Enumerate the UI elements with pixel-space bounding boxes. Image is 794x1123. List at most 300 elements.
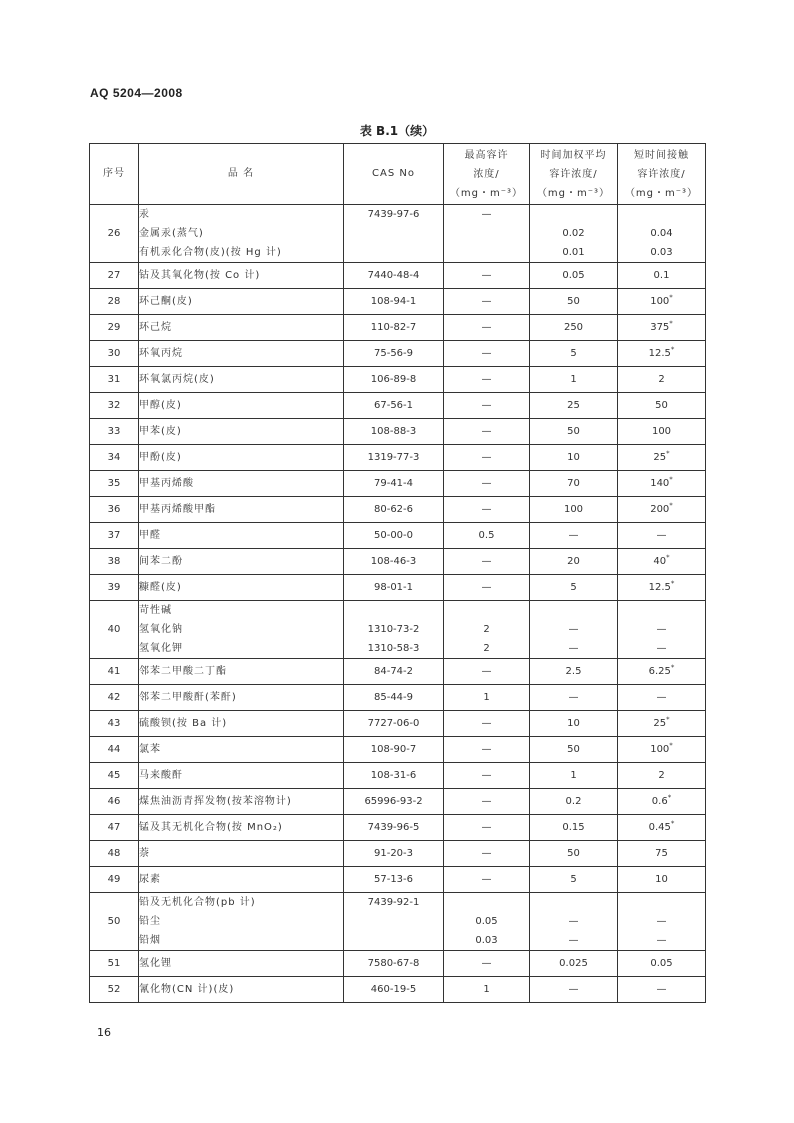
cell-cas-line: 1310-58-3 [367,643,420,654]
cell-name-line: 氢化锂 [139,958,172,969]
cell-name-line: 汞 [139,209,150,220]
cell-mac [444,867,530,893]
cell-mac [444,815,530,841]
cell-name-line: 尿素 [139,874,161,885]
cell-stel-line: 140 [650,478,670,489]
cell-cas [344,549,444,575]
cell-mac-line: — [481,556,492,567]
cell-name [139,341,344,367]
cell-twa [530,341,618,367]
cell-stel-line: 25 [653,718,667,729]
cell-mac-line [444,243,529,262]
cell-seq: 42 [90,685,139,711]
cell-mac-line: — [481,822,492,833]
cell-stel-line: 0.6 [651,796,668,807]
cell-name-line: 氯苯 [139,744,161,755]
cell-stel-line: — [656,916,667,927]
cell-cas [344,737,444,763]
cell-mac-line: — [481,426,492,437]
cell-stel-line: 0.45 [648,822,671,833]
cell-twa-line: 0.01 [562,247,585,258]
cell-seq: 41 [90,659,139,685]
stel-footnote-mark: * [669,319,673,328]
cell-stel [618,289,706,315]
cell-mac [444,685,530,711]
cell-seq: 46 [90,789,139,815]
cell-twa-line: 50 [567,744,580,755]
cell-stel [618,893,706,951]
cell-mac [444,659,530,685]
table-row [90,815,706,841]
cell-cas-line: 65996-93-2 [364,796,423,807]
cell-name-line: 钴及其氧化物(按 Co 计) [139,270,261,281]
cell-mac-line: — [481,770,492,781]
header-cas: CAS No [344,144,444,205]
cell-cas-line: 108-90-7 [370,744,417,755]
cell-mac [444,893,530,951]
cell-mac-line: — [481,452,492,463]
cell-cas [344,471,444,497]
cell-seq: 32 [90,393,139,419]
table-row [90,789,706,815]
cell-cas-line: 79-41-4 [373,478,414,489]
cell-mac [444,575,530,601]
cell-twa-line [530,205,617,224]
cell-mac-line: 1 [483,984,490,995]
cell-cas-line: 7580-67-8 [367,958,420,969]
exposure-limits-table [89,143,706,1003]
cell-stel-line: 25 [653,452,667,463]
cell-name [139,841,344,867]
cell-name-line: 邻苯二甲酸二丁酯 [139,666,227,677]
cell-name [139,893,344,951]
cell-seq: 33 [90,419,139,445]
cell-twa [530,523,618,549]
cell-cas [344,263,444,289]
cell-name [139,737,344,763]
table-row [90,471,706,497]
cell-mac-line [444,893,529,912]
cell-twa [530,393,618,419]
cell-seq: 38 [90,549,139,575]
table-row [90,575,706,601]
stel-footnote-mark: * [669,741,673,750]
cell-stel-line: 75 [655,848,668,859]
cell-name-line: 铅及无机化合物(pb 计) [139,897,256,908]
cell-mac [444,497,530,523]
cell-twa [530,867,618,893]
header-twa-line: 时间加权平均 [540,149,607,161]
cell-twa [530,893,618,951]
cell-name-line: 萘 [139,848,150,859]
cell-cas [344,497,444,523]
cell-name [139,977,344,1003]
cell-cas-line: 110-82-7 [370,322,417,333]
table-row [90,263,706,289]
cell-stel-line [618,601,705,620]
cell-mac-line: 2 [483,624,490,635]
cell-cas-line [344,224,443,243]
cell-mac [444,841,530,867]
cell-mac-line: — [481,874,492,885]
cell-twa-line: 0.2 [565,796,582,807]
cell-cas [344,711,444,737]
table-row [90,523,706,549]
table-row [90,497,706,523]
header-twa [530,144,618,205]
cell-name-line: 环氧氯丙烷(皮) [139,374,215,385]
cell-cas [344,367,444,393]
cell-name-line: 苛性碱 [139,605,172,616]
cell-name-line: 氢氧化钾 [139,643,183,654]
cell-stel-line: 10 [655,874,668,885]
cell-mac [444,445,530,471]
table-row [90,951,706,977]
cell-mac-line: 1 [483,692,490,703]
table-row [90,393,706,419]
cell-stel-line: — [656,530,667,541]
cell-stel [618,205,706,263]
cell-twa [530,685,618,711]
cell-name-line: 硫酸钡(按 Ba 计) [139,718,228,729]
cell-cas-line [344,243,443,262]
cell-twa [530,315,618,341]
cell-twa [530,263,618,289]
cell-cas [344,289,444,315]
cell-stel-line: 50 [655,400,668,411]
cell-stel-line: 6.25 [648,666,671,677]
cell-seq: 31 [90,367,139,393]
cell-mac [444,711,530,737]
cell-cas [344,601,444,659]
cell-twa-line: 10 [567,718,580,729]
cell-stel [618,685,706,711]
cell-cas [344,523,444,549]
cell-name-line: 氰化物(CN 计)(皮) [139,984,235,995]
cell-twa-line: 0.15 [562,822,585,833]
cell-stel-line: — [656,935,667,946]
cell-cas-line: 80-62-6 [373,504,414,515]
table-row [90,205,706,263]
cell-cas-line: 91-20-3 [373,848,414,859]
cell-stel [618,497,706,523]
cell-cas [344,575,444,601]
cell-name [139,549,344,575]
cell-mac [444,523,530,549]
cell-stel-line: 12.5 [648,582,671,593]
stel-footnote-mark: * [669,501,673,510]
cell-twa-line: — [568,935,579,946]
cell-name-line: 甲酚(皮) [139,452,182,463]
cell-mac-line: — [481,504,492,515]
cell-stel [618,711,706,737]
table-row [90,659,706,685]
cell-name-line: 铅尘 [139,916,161,927]
cell-cas [344,893,444,951]
cell-mac [444,951,530,977]
cell-stel-line: — [656,984,667,995]
cell-name [139,393,344,419]
cell-twa [530,737,618,763]
cell-name-line: 金属汞(蒸气) [139,228,204,239]
cell-cas [344,205,444,263]
cell-name [139,951,344,977]
cell-mac-line: — [481,744,492,755]
cell-stel [618,315,706,341]
cell-twa-line: — [568,984,579,995]
cell-name [139,815,344,841]
table-row [90,763,706,789]
cell-name [139,711,344,737]
table-row [90,419,706,445]
cell-mac [444,789,530,815]
cell-seq: 26 [90,205,139,263]
table-row [90,341,706,367]
cell-cas [344,763,444,789]
cell-mac-line: — [481,718,492,729]
cell-seq: 35 [90,471,139,497]
cell-twa-line: 1 [570,374,577,385]
table-body [90,205,706,1003]
cell-cas [344,815,444,841]
cell-stel [618,367,706,393]
cell-twa-line: 20 [567,556,580,567]
cell-stel-line: 40 [653,556,667,567]
table-row [90,601,706,659]
cell-cas-line: 84-74-2 [373,666,414,677]
cell-seq: 49 [90,867,139,893]
cell-name-line: 马来酸酐 [139,770,183,781]
cell-twa [530,205,618,263]
cell-mac-line: — [481,209,492,220]
cell-cas [344,841,444,867]
cell-twa-line: 2.5 [565,666,582,677]
cell-twa-line: 50 [567,426,580,437]
cell-twa-line: 10 [567,452,580,463]
cell-name-line: 甲醛 [139,530,161,541]
stel-footnote-mark: * [670,579,675,588]
cell-mac-line: — [481,374,492,385]
cell-cas-line: 1310-73-2 [367,624,420,635]
cell-twa-line: — [568,530,579,541]
cell-seq: 34 [90,445,139,471]
cell-name [139,205,344,263]
header-seq: 序号 [90,144,139,205]
cell-stel-line: 375 [650,322,670,333]
cell-twa-line: 1 [570,770,577,781]
cell-stel [618,575,706,601]
cell-twa-line: 70 [567,478,580,489]
cell-cas-line: 7440-48-4 [367,270,420,281]
cell-twa-line: 0.02 [562,228,585,239]
cell-mac-line [444,224,529,243]
cell-stel [618,263,706,289]
cell-cas [344,977,444,1003]
cell-twa-line: 50 [567,848,580,859]
cell-stel [618,471,706,497]
header-name: 品 名 [139,144,344,205]
cell-twa [530,789,618,815]
cell-stel-line: — [656,624,667,635]
cell-stel [618,815,706,841]
cell-cas-line: 7439-97-6 [367,209,420,220]
cell-cas-line: 85-44-9 [373,692,414,703]
cell-stel-line: 0.04 [650,228,673,239]
cell-stel [618,659,706,685]
cell-name-line: 邻苯二甲酸酐(苯酐) [139,692,237,703]
cell-name [139,763,344,789]
cell-mac [444,471,530,497]
cell-seq: 40 [90,601,139,659]
cell-mac [444,367,530,393]
cell-name [139,659,344,685]
header-stel-line: 短时间接触 [634,149,689,161]
cell-stel [618,951,706,977]
cell-name [139,497,344,523]
cell-stel-line: 2 [658,374,665,385]
cell-cas-line: 50-00-0 [373,530,414,541]
cell-name-line: 铅烟 [139,935,161,946]
cell-mac [444,601,530,659]
cell-mac-line: — [481,322,492,333]
cell-mac-line: — [481,400,492,411]
cell-cas-line: 7439-92-1 [367,897,420,908]
cell-cas-line: 7727-06-0 [367,718,420,729]
cell-name-line: 间苯二酚 [139,556,183,567]
cell-name [139,419,344,445]
table-row [90,737,706,763]
cell-mac [444,977,530,1003]
cell-seq: 39 [90,575,139,601]
cell-twa-line: 5 [570,582,577,593]
cell-cas [344,789,444,815]
cell-name-line: 有机汞化合物(皮)(按 Hg 计) [139,247,282,258]
cell-name [139,315,344,341]
cell-cas [344,951,444,977]
cell-name [139,575,344,601]
cell-name-line: 甲苯(皮) [139,426,182,437]
cell-twa-line: — [568,624,579,635]
cell-twa-line [530,893,617,912]
cell-mac [444,205,530,263]
cell-mac-line: — [481,666,492,677]
cell-mac [444,315,530,341]
cell-name-line: 甲基丙烯酸甲酯 [139,504,216,515]
table-row [90,445,706,471]
cell-stel [618,841,706,867]
cell-stel [618,737,706,763]
cell-name-line: 环己烷 [139,322,172,333]
cell-mac-line: — [481,270,492,281]
cell-twa [530,977,618,1003]
cell-twa-line: 0.05 [562,270,585,281]
cell-name [139,601,344,659]
table-row [90,685,706,711]
cell-cas [344,393,444,419]
cell-mac [444,263,530,289]
cell-mac-line: 0.5 [478,530,495,541]
cell-stel-line: 0.1 [653,270,670,281]
cell-cas-line: 108-88-3 [370,426,417,437]
cell-twa-line: 5 [570,874,577,885]
cell-name-line: 甲基丙烯酸 [139,478,194,489]
cell-name-line: 甲醇(皮) [139,400,182,411]
cell-twa-line: — [568,692,579,703]
cell-name [139,289,344,315]
header-twa-line: 容许浓度/ [549,168,598,180]
cell-stel [618,445,706,471]
cell-twa [530,367,618,393]
cell-cas-line: 57-13-6 [373,874,414,885]
cell-name [139,789,344,815]
stel-footnote-mark: * [670,819,675,828]
table-title: 表 B.1（续） [359,124,435,138]
cell-twa [530,549,618,575]
cell-mac-line: 0.05 [475,916,498,927]
header-mac-line: （mg・m⁻³） [449,187,524,199]
cell-stel-line: — [656,692,667,703]
cell-twa-line: 5 [570,348,577,359]
cell-seq: 44 [90,737,139,763]
table-row [90,367,706,393]
cell-seq: 47 [90,815,139,841]
cell-stel [618,763,706,789]
cell-stel-line: 100 [651,426,672,437]
table-row [90,289,706,315]
table-row [90,867,706,893]
cell-stel [618,601,706,659]
table-row [90,977,706,1003]
cell-mac-line: 2 [483,643,490,654]
cell-mac-line: — [481,958,492,969]
cell-twa [530,289,618,315]
cell-cas-line: 108-46-3 [370,556,417,567]
cell-cas [344,867,444,893]
cell-stel-line: 100 [650,296,670,307]
cell-stel [618,789,706,815]
stel-footnote-mark: * [669,293,673,302]
cell-twa-line: 25 [567,400,580,411]
stel-footnote-mark: * [666,715,670,724]
cell-twa-line: 50 [567,296,580,307]
cell-cas-line [344,912,443,931]
cell-cas [344,419,444,445]
cell-name [139,445,344,471]
stel-footnote-mark: * [666,449,670,458]
table-row [90,315,706,341]
stel-footnote-mark: * [670,345,675,354]
cell-stel [618,523,706,549]
cell-mac-line: — [481,478,492,489]
cell-name-line: 环氧丙烷 [139,348,183,359]
cell-name [139,685,344,711]
cell-twa [530,497,618,523]
cell-twa [530,471,618,497]
cell-seq: 51 [90,951,139,977]
cell-twa-line: — [568,643,579,654]
cell-cas-line: 7439-96-5 [367,822,420,833]
header-mac-line: 浓度/ [473,168,500,180]
cell-twa-line [530,601,617,620]
cell-stel-line [618,893,705,912]
cell-twa [530,951,618,977]
cell-twa-line: — [568,916,579,927]
stel-footnote-mark: * [666,553,670,562]
cell-seq: 27 [90,263,139,289]
cell-cas [344,341,444,367]
cell-mac [444,763,530,789]
cell-name-line: 锰及其无机化合物(按 MnO₂) [139,822,283,833]
